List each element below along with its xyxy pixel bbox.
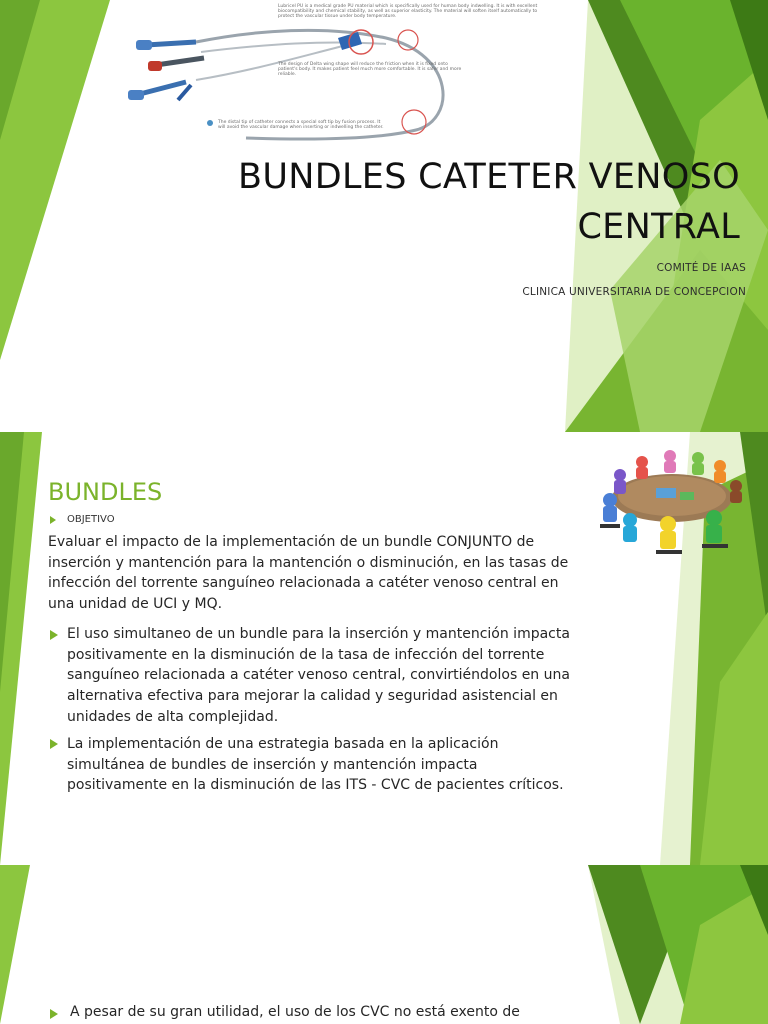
bullet-arrow-icon (50, 1009, 58, 1019)
bullet-text-1: El uso simultaneo de un bundle para la inserción y mantención impacta positivamente en la disminución de la tasa de infección del torrente sanguíneo relacionada a catéter venoso central, convirtiéndolos en una alternativa efectiva para mejorar la calidad y seguridad asistencial en unidades de alta complejidad. (67, 626, 570, 725)
meeting-table-image (590, 440, 750, 560)
cvc-intro-text: A pesar de su gran utilidad, el uso de los CVC no está exento de (70, 1004, 520, 1020)
slide-title (0, 0, 768, 432)
objective-text: Evaluar el impacto de la implementación de un bundle CONJUNTO de inserción y mantención para la mantención o disminución, en las tasas de infección del torrente sanguíneo relacionada a catéter venoso central en una unidad de UCI y MQ. (48, 534, 569, 613)
institution-label: CLINICA UNIVERSITARIA DE CONCEPCION (522, 286, 746, 298)
catheter-note-2: The design of Delta wing shape will reduce the friction when it is fixed onto patient's body. It makes patient feel much more comfortable. It is safer and more reliable. (278, 62, 462, 78)
catheter-note-1: Lubricel PU is a medical grade PU material which is specifically used for human body indwelling. It is with excellent biocompatibility and chemical stability, as well as superior elasticity. The material will soften itself automatically to protect the vascular tissue under body temperature. (278, 4, 538, 20)
committee-label: COMITÉ DE IAAS (656, 262, 746, 274)
slide-title-text: BUNDLES CATETER VENOSO CENTRAL (238, 157, 740, 247)
bullet-arrow-icon (50, 516, 56, 524)
slide-cvc-intro (0, 865, 768, 1024)
section-heading: BUNDLES (48, 478, 163, 506)
catheter-note-3: The distal tip of catheter connects a special soft tip by fusion process. It will avoid the vascular damage when inserting or indwelling the catheter. (218, 120, 384, 131)
bullet-text-2: La implementación de una estrategia basada en la aplicación simultánea de bundles de inserción y mantención impacta positivamente en la disminución de las ITS - CVC de pacientes críticos. (67, 736, 564, 794)
bullet-arrow-icon (50, 630, 58, 640)
bullet-arrow-icon (50, 739, 58, 749)
objective-label: OBJETIVO (67, 514, 115, 525)
green-triangles-decoration (0, 865, 768, 1024)
slide-bundles (0, 432, 768, 865)
